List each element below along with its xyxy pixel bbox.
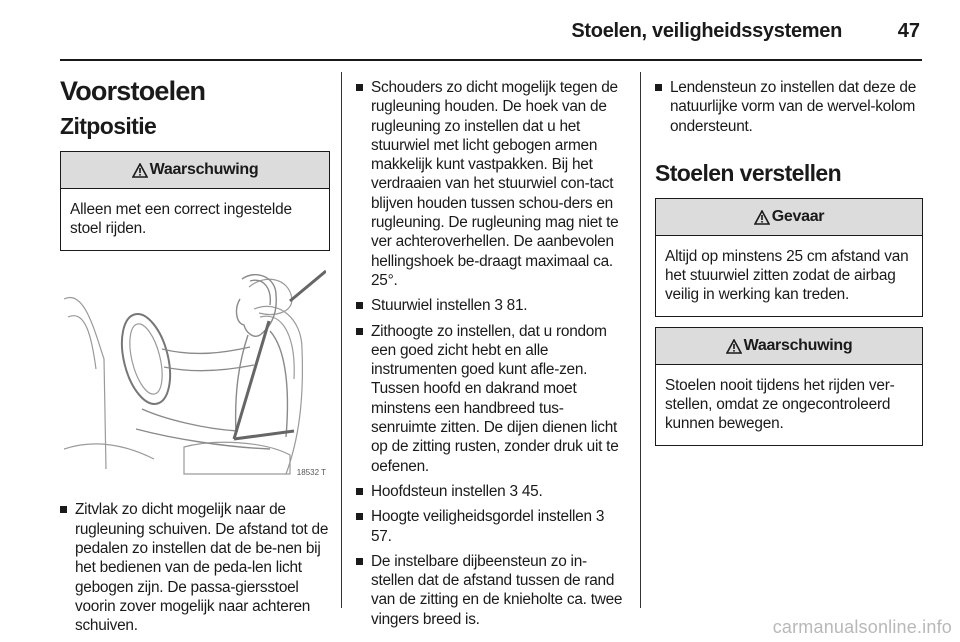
square-bullet-icon [356,558,363,565]
column-3 [655,78,923,446]
warning-title: Waarschuwing [743,337,853,355]
warning-box-header [656,328,922,365]
warning-triangle-icon [132,163,148,178]
page-number: 47 [897,20,920,42]
warning-triangle-icon [726,339,742,354]
list-item: Hoofdsteun instellen 3 45. [356,482,628,501]
page-heading: Voorstoelen [60,76,206,106]
column-2 [356,78,628,635]
figure-code: 18532 T [296,468,326,478]
instruction-list [60,500,330,635]
list-item: Stuurwiel instellen 3 81. [356,296,628,315]
warning-title: Waarschuwing [149,161,259,179]
warning-box [655,327,923,446]
danger-title: Gevaar [771,208,825,226]
square-bullet-icon [356,513,363,520]
list-item: Hoogte veiligheidsgordel instellen 3 57. [356,507,628,546]
square-bullet-icon [356,302,363,309]
header-rule [60,59,922,61]
square-bullet-icon [655,84,662,91]
square-bullet-icon [356,328,363,335]
list-item: Lendensteun zo instellen dat deze de natuurlijke vorm van de wervel-kolom ondersteunt. [655,78,923,136]
column-divider [341,72,342,608]
list-item: Schouders zo dicht mogelijk tegen de rugleuning houden. De hoek van de rugleuning zo instellen dat u het stuurwiel met licht gebogen armen makkelijk kunt vastpakken. Bij het verdraaien van het stuurwiel con-tact blijven houden tussen schou-ders en rugleuning. De rugleuning mag niet te ver achteroverhellen. De aanbevolen hellingshoek be-draagt maximaal ca. 25°. [356,78,628,290]
column-divider [640,72,641,608]
list-item: Zitvlak zo dicht mogelijk naar de rugleuning schuiven. De afstand tot de pedalen zo instellen dat de be-nen bij het bedienen van de peda-len licht gebogen zijn. De passa-giersstoel voorin zover mogelijk naar achteren schuiven. [60,500,330,635]
warning-box [60,151,330,251]
instruction-list [655,78,923,136]
warning-text: Alleen met een correct ingestelde stoel rijden. [70,201,292,238]
warning-triangle-icon [754,210,770,225]
square-bullet-icon [356,488,363,495]
instruction-list [356,78,628,629]
square-bullet-icon [356,84,363,91]
watermark: carmanualsonline.info [772,617,952,637]
section-heading: Stoelen verstellen [655,159,842,186]
danger-box-header [656,199,922,236]
section-subheading: Zitpositie [60,113,157,140]
list-item: Zithoogte zo instellen, dat u rondom een goed zicht hebt en alle instrumenten goed kunt afle-zen. Tussen hoofd en dakrand moet minstens een handbreed tus-senruimte zitten. De dijen dienen licht op de zitting rusten, zonder druk uit te oefenen. [356,322,628,476]
driver-seat-drawing [64,269,326,479]
danger-text: Altijd op minstens 25 cm afstand van het stuurwiel zitten zodat de airbag veilig in werking kan treden. [665,248,909,304]
warning-box-header [61,152,329,189]
section-title: Stoelen, veiligheidssystemen [571,20,842,42]
column-1 [60,70,330,642]
warning-text: Stoelen nooit tijdens het rijden ver-stellen, omdat ze ongecontroleerd kunnen bewegen. [665,377,895,433]
danger-box [655,198,923,317]
square-bullet-icon [60,506,67,513]
running-head [0,10,960,50]
list-item: De instelbare dijbeensteun zo in-stellen dat de afstand tussen de rand van de zitting en de knieholte ca. twee vingers breed is. [356,552,628,629]
seating-position-illustration [64,269,326,479]
